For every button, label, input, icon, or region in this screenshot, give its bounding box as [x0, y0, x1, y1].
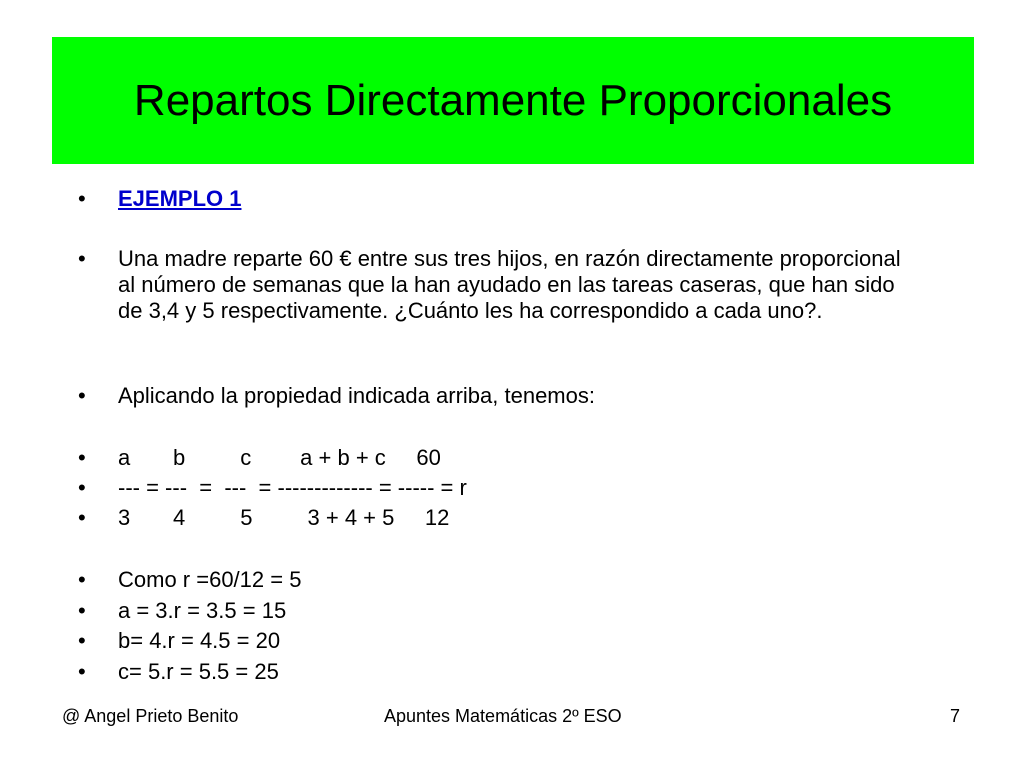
bullet-item — [78, 186, 958, 212]
bullet-item — [78, 628, 958, 654]
slide-title: Repartos Directamente Proporcionales — [133, 75, 893, 125]
bullet-item — [78, 246, 918, 324]
bullet-dot: • — [78, 475, 86, 500]
result-c: c= 5.r = 5.5 = 25 — [118, 659, 279, 684]
bullet-item — [78, 659, 958, 685]
bullet-dot: • — [78, 186, 86, 211]
bullet-dot: • — [78, 659, 86, 684]
bullet-dot: • — [78, 445, 86, 470]
fraction-numerators: a b c a + b + c 60 — [118, 445, 441, 470]
ratio-line: Como r =60/12 = 5 — [118, 567, 302, 592]
result-b: b= 4.r = 4.5 = 20 — [118, 628, 281, 653]
bullet-dot: • — [78, 598, 86, 623]
footer-page-number: 7 — [950, 706, 961, 726]
fraction-denominators: 3 4 5 3 + 4 + 5 12 — [118, 505, 450, 530]
bullet-dot: • — [78, 246, 86, 271]
example-link[interactable]: EJEMPLO 1 — [118, 186, 242, 211]
footer-author: @ Angel Prieto Benito — [62, 706, 239, 726]
bullet-item — [78, 383, 958, 409]
bullet-dot: • — [78, 505, 86, 530]
result-a: a = 3.r = 3.5 = 15 — [118, 598, 287, 623]
bullet-item — [78, 475, 958, 501]
bullet-item — [78, 505, 958, 531]
method-line: Aplicando la propiedad indicada arriba, tenemos: — [118, 383, 595, 408]
bullet-item — [78, 445, 958, 471]
footer-course: Apuntes Matemáticas 2º ESO — [384, 706, 622, 726]
bullet-dot: • — [78, 628, 86, 653]
title-banner — [52, 37, 974, 164]
bullet-item — [78, 567, 958, 593]
bullet-dot: • — [78, 567, 86, 592]
problem-statement: Una madre reparte 60 € entre sus tres hijos, en razón directamente proporcional al número de semanas que la han ayudado en las tareas caseras, que han sido de 3,4 y 5 respectivamente. ¿Cuánto les ha correspondido a cada uno?. — [118, 246, 901, 323]
bullet-dot: • — [78, 383, 86, 408]
bullet-item — [78, 598, 958, 624]
fraction-bars: --- = --- = --- = ------------- = ----- = r — [118, 475, 467, 500]
